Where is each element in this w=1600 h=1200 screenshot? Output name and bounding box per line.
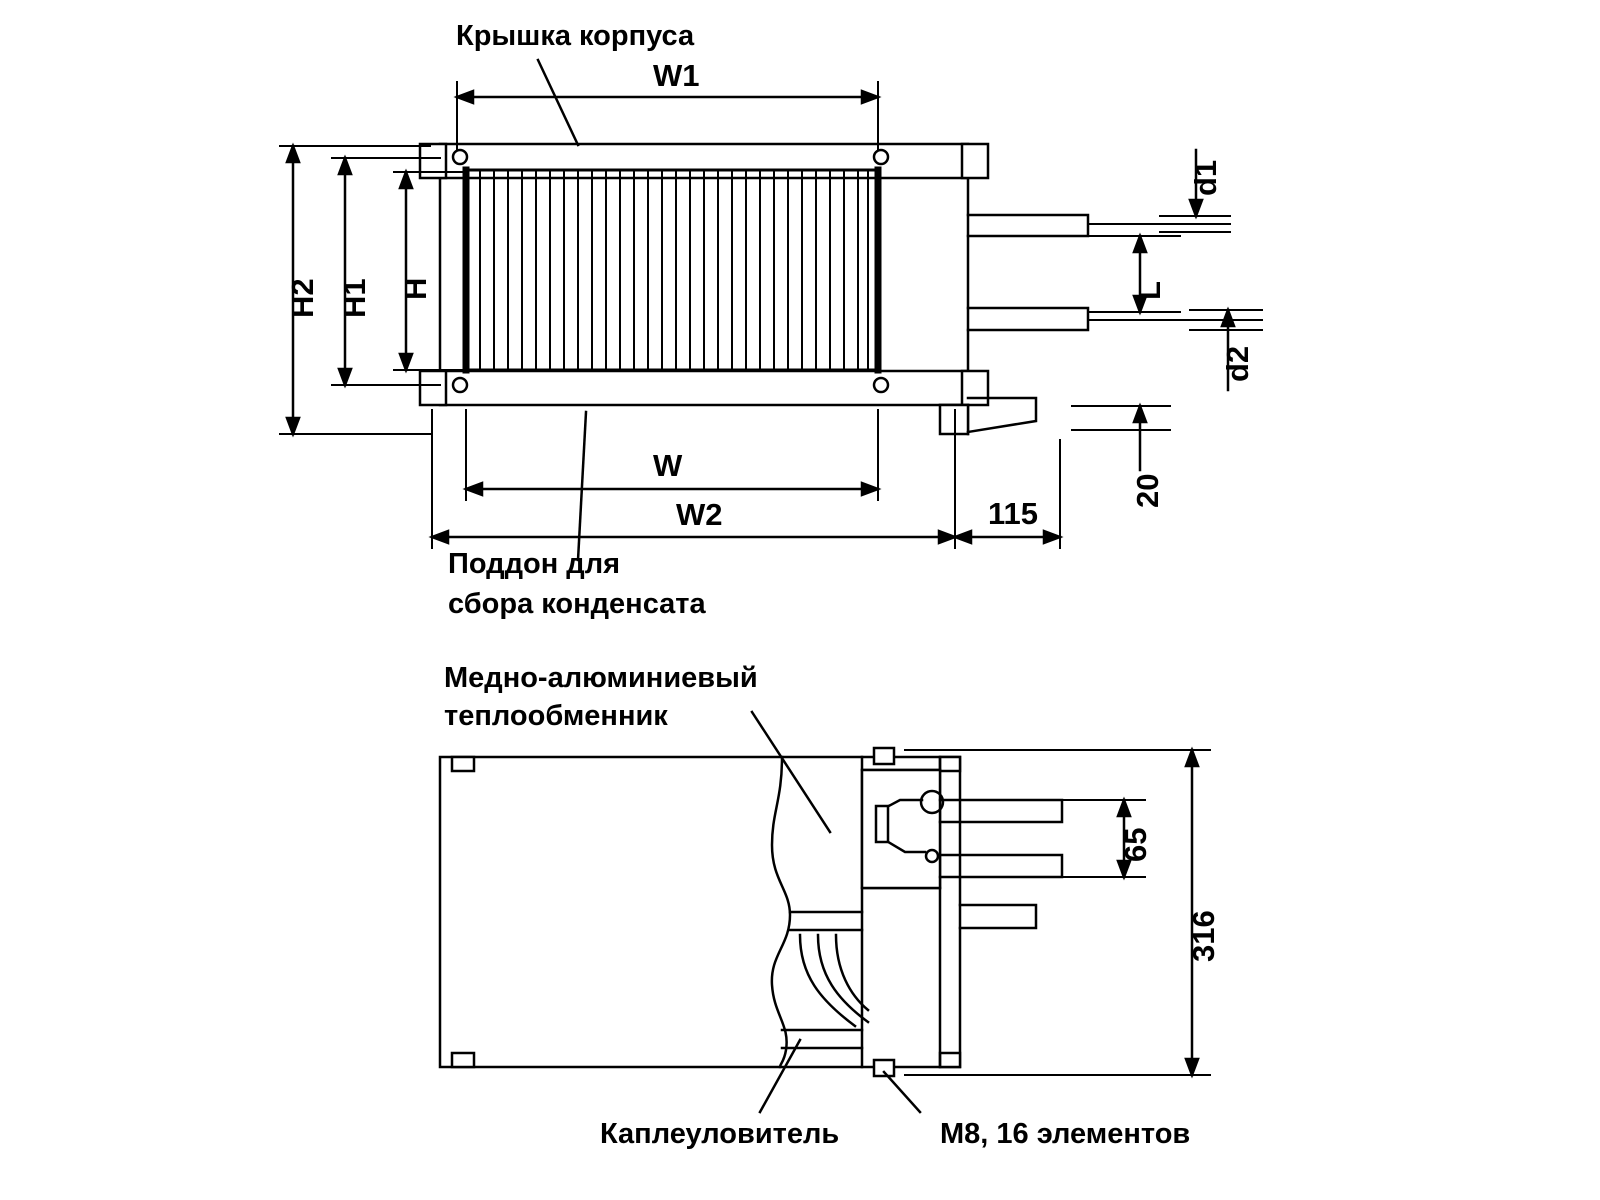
corner-bracket-bl <box>420 371 446 405</box>
leader-housing-cover <box>538 60 578 145</box>
pipe-stub-upper <box>968 215 1088 236</box>
callout-condensate-tray-line1: Поддон для <box>448 548 621 580</box>
callout-housing-cover: Крышка корпуса <box>456 20 695 52</box>
callout-droplet-catcher: Каплеуловитель <box>600 1118 840 1150</box>
dim-label-h2: H2 <box>285 278 320 318</box>
callout-bolts: M8, 16 элементов <box>940 1118 1191 1150</box>
dim-label-h: H <box>398 277 433 300</box>
dim-label-316: 316 <box>1186 910 1221 962</box>
callout-condensate-tray-line2: сбора конденсата <box>448 588 706 620</box>
screw-top-left <box>453 150 467 164</box>
dim-label-w2: W2 <box>676 497 723 532</box>
screw-top-right <box>874 150 888 164</box>
dim-label-115: 115 <box>988 496 1039 531</box>
callout-heat-exchanger-line2: теплообменник <box>444 700 668 732</box>
dim-label-20: 20 <box>1130 473 1165 508</box>
plan-pipe-upper <box>940 800 1062 822</box>
dim-label-w1: W1 <box>653 58 700 93</box>
dim-label-L: L <box>1132 281 1167 300</box>
dim-label-h1: H1 <box>337 278 372 318</box>
screw-bottom-left <box>453 378 467 392</box>
pipe-stub-middle <box>968 308 1088 330</box>
dim-label-w: W <box>653 448 683 483</box>
dim-label-d1: d1 <box>1188 159 1223 196</box>
dim-label-65: 65 <box>1118 827 1153 862</box>
plan-drain <box>960 905 1036 928</box>
corner-bracket-tr <box>962 144 988 178</box>
break-line <box>772 757 790 1067</box>
leader-bolts <box>884 1072 920 1112</box>
bottom-flange <box>440 371 968 405</box>
leader-heat-exchanger <box>752 712 830 832</box>
corner-bracket-br <box>962 371 988 405</box>
dim-label-d2: d2 <box>1220 345 1255 382</box>
plan-pipe-lower <box>940 855 1062 877</box>
callout-heat-exchanger-line1: Медно-алюминиевый <box>444 662 758 694</box>
screw-bottom-right <box>874 378 888 392</box>
leader-droplet-catcher <box>760 1040 800 1112</box>
